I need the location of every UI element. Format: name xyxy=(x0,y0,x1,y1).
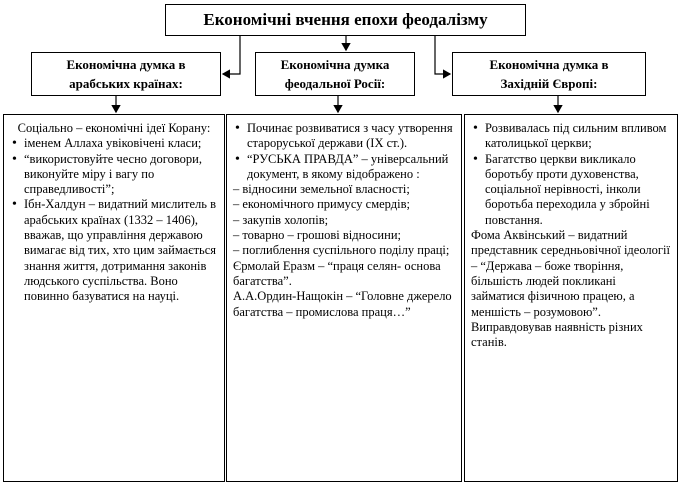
text-item: Єрмолай Еразм – “праця селян- основа багатства”. xyxy=(233,258,441,288)
text-item: – економічного примусу смердів; xyxy=(233,197,410,212)
bullet-item: • Починає розвиватися з часу утворення староруської держави (IX ст.). xyxy=(233,121,455,152)
text-item: – товарно – грошові відносини; xyxy=(233,228,401,243)
branch-western-europe xyxy=(452,52,646,96)
text-item: А.А.Ордин-Нащокін – “Головне джерело багатства – промислова праця…” xyxy=(233,289,452,319)
branch-label-line: Економічна думка xyxy=(280,57,390,72)
text-item: – закупів холопів; xyxy=(233,212,329,227)
diagram-title: Економічні вчення епохи феодалізму xyxy=(203,10,488,29)
branch-label-line: Західній Європі: xyxy=(500,76,598,91)
branch-arab-countries xyxy=(31,52,221,96)
column-western-europe xyxy=(464,114,678,482)
diagram-title-box xyxy=(165,4,526,36)
bullet-item: • іменем Аллаха увіковічені класи; xyxy=(10,136,218,151)
bullet-item: • Ібн-Халдун – видатний мислитель в арабських країнах (1332 – 1406), вважав, що управління державою вимагає від тих, хто цим займається знання життя, дотримання законів людського суспільства. Воно повинно базуватися на науці. xyxy=(10,197,218,304)
branch-label-line: арабських країнах: xyxy=(69,76,183,91)
text-item: Соціально – економічні ідеї Корану: xyxy=(17,121,211,135)
bullet-item: • “використовуйте чесно договори, виконуйте міру і вагу по справедливості”; xyxy=(10,152,218,198)
column-feudal-russia xyxy=(226,114,462,482)
bullet-item: • Багатство церкви викликало боротьбу проти духовенства, соціальної нерівності, інколи боротьба переходила у збройні повстання. xyxy=(471,152,671,228)
arrow-to-west xyxy=(435,36,450,74)
text-item: – поглиблення суспільного поділу праці; xyxy=(233,243,450,258)
branch-label-line: Економічна думка в xyxy=(489,57,609,72)
text-item: – відносини земельної власності; xyxy=(233,182,410,197)
text-item: Фома Аквінський – видатний представник середньовічної ідеології – “Держава – боже творіння, більшість людей покликані займатися фізичною працею, а меншість – розумовою”. Виправдовував наявність різних станів. xyxy=(471,228,670,350)
branch-feudal-russia xyxy=(255,52,415,96)
bullet-item: • Розвивалась під сильним впливом католицької церкви; xyxy=(471,121,671,152)
column-arab-countries xyxy=(3,114,225,482)
branch-label-line: феодальної Росії: xyxy=(284,76,386,91)
bullet-item: • “РУСЬКА ПРАВДА” – універсальний документ, в якому відображено : xyxy=(233,152,455,183)
branch-label-line: Економічна думка в xyxy=(66,57,186,72)
